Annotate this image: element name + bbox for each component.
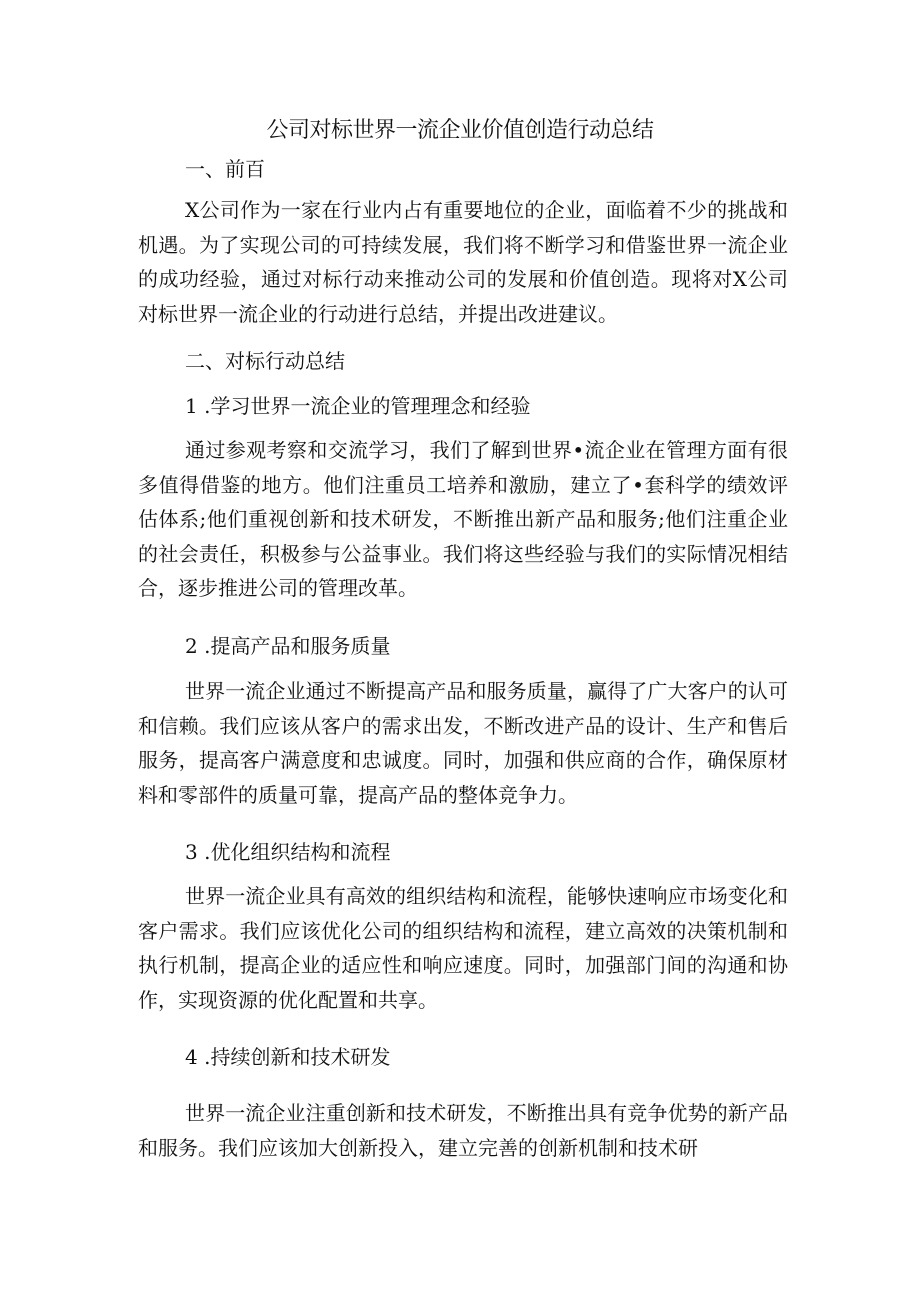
paragraph-item-2: 世界一流企业通过不断提高产品和服务质量，赢得了广大客户的认可和信赖。我们应该从客户的需求出发，不断改进产品的设计、生产和售后服务，提高客户满意度和忠诚度。同时，加强和供应商的合作，确保原材料和零部件的质量可靠，提高产品的整体竞争力。 [138,679,788,807]
subheading-item-1: 1 .学习世界一流企业的管理理念和经验 [185,394,531,418]
document-title: 公司对标世界一流企业价值创造行动总结 [266,118,654,143]
subheading-item-2: 2 .提高产品和服务质量 [185,634,391,658]
paragraph-item-1: 通过参观考察和交流学习，我们了解到世界•流企业在管理方面有很多值得借鉴的地方。他们注重员工培养和激励，建立了•套科学的绩效评估体系;他们重视创新和技术研发，不断推出新产品和服务;他们注重企业的社会责任，积极参与公益事业。我们将这些经验与我们的实际情况相结合，逐步推进公司的管理改革。 [138,438,788,600]
section-heading-summary: 二、对标行动总结 [185,349,345,373]
subheading-item-3: 3 .优化组织结构和流程 [185,840,391,864]
section-heading-preface: 一、前百 [185,157,265,181]
paragraph-preface: X公司作为一家在行业内占有重要地位的企业，面临着不少的挑战和机遇。为了实现公司的可持续发展，我们将不断学习和借鉴世界一流企业的成功经验，通过对标行动来推动公司的发展和价值创造。现将对X公司对标世界一流企业的行动进行总结，并提出改进建议。 [138,198,788,326]
subheading-item-4: 4 .持续创新和技术研发 [185,1045,391,1069]
paragraph-item-4: 世界一流企业注重创新和技术研发，不断推出具有竞争优势的新产品和服务。我们应该加大创新投入，建立完善的创新机制和技术研 [138,1101,788,1160]
paragraph-item-3: 世界一流企业具有高效的组织结构和流程，能够快速响应市场变化和客户需求。我们应该优化公司的组织结构和流程，建立高效的决策机制和执行机制，提高企业的适应性和响应速度。同时，加强部门间的沟通和协作，实现资源的优化配置和共享。 [138,884,788,1012]
